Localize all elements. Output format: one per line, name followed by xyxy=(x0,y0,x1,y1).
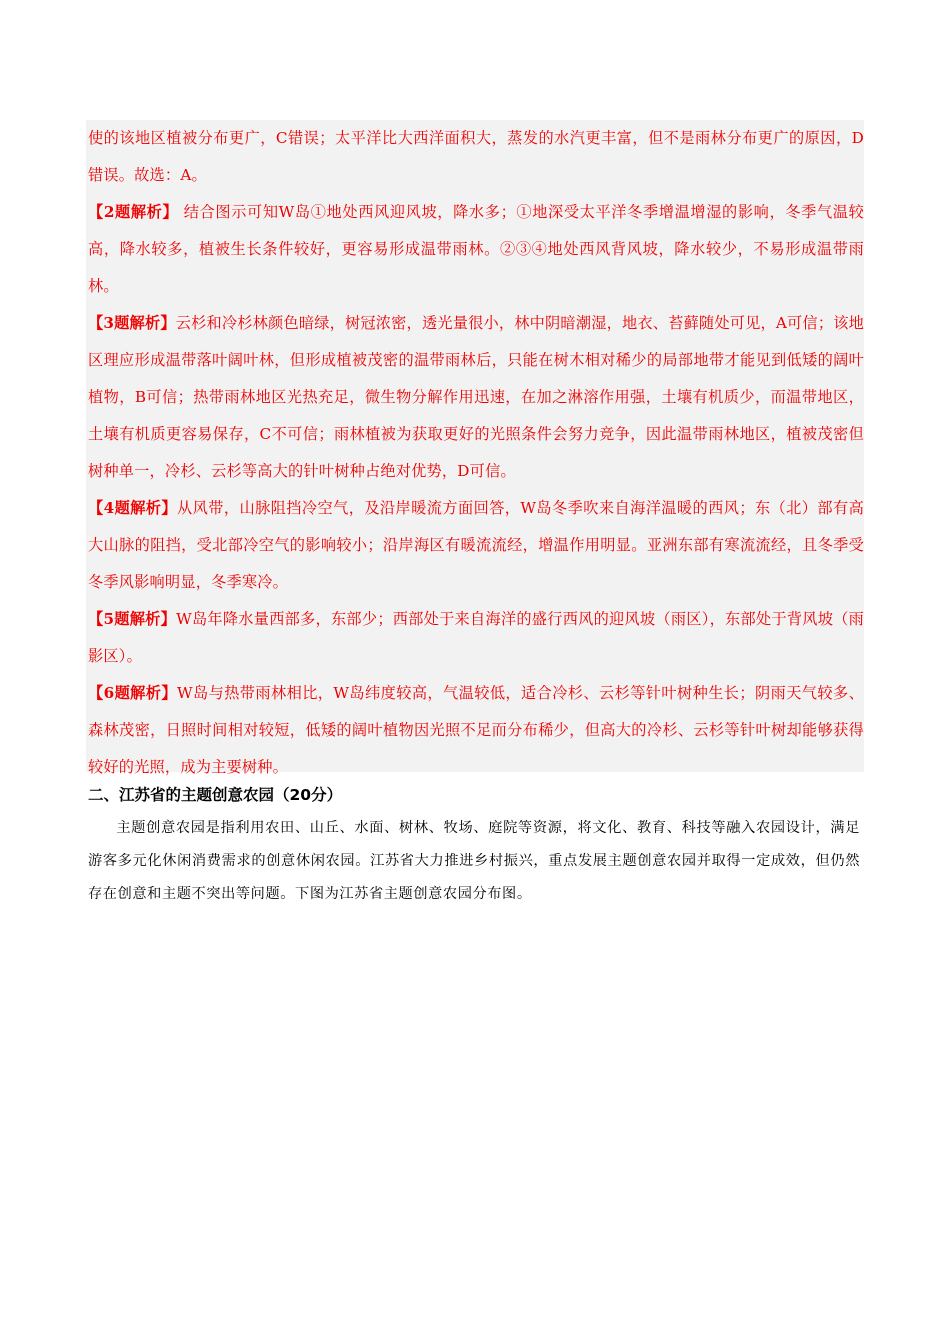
section-title: 二、江苏省的主题创意农园（20分） xyxy=(88,786,343,804)
analysis-q4-text: 从风带，山脉阻挡冷空气，及沿岸暖流方面回答，W岛冬季吹来自海洋温暖的西风；东（北）部有高大山脉的阻挡，受北部冷空气的影响较小；沿岸海区有暖流流经，增温作用明显。亚洲东部有寒流流经，且冬季受冬季风影响明显，冬季寒冷。 xyxy=(88,499,864,591)
analysis-q6-text: W岛与热带雨林相比，W岛纬度较高，气温较低，适合冷杉、云杉等针叶树种生长；阴雨天气较多、森林茂密，日照时间相对较短，低矮的阔叶植物因光照不足而分布稀少，但高大的冷杉、云杉等针叶树却能够获得较好的光照，成为主要树种。 xyxy=(88,684,864,776)
analysis-q3 xyxy=(88,305,864,490)
analysis-q5-label: 【5题解析】 xyxy=(88,610,177,628)
analysis-paragraph-1-end: 使的该地区植被分布更广，C错误；太平洋比大西洋面积大，蒸发的水汽更丰富，但不是雨林分布更广的原因，D错误。故选：A。 xyxy=(88,129,864,184)
analysis-q2 xyxy=(88,194,864,305)
analysis-q5-text: W岛年降水量西部多，东部少；西部处于来自海洋的盛行西风的迎风坡（雨区），东部处于背风坡（雨影区）。 xyxy=(88,610,864,665)
analysis-box xyxy=(86,120,864,776)
analysis-q6-label: 【6题解析】 xyxy=(88,684,177,702)
analysis-q4-label: 【4题解析】 xyxy=(88,499,178,517)
analysis-q3-text: 云杉和冷杉林颜色暗绿，树冠浓密，透光量很小，林中阴暗潮湿，地衣、苔藓随处可见，A可信；该地区理应形成温带落叶阔叶林，但形成植被茂密的温带雨林后，只能在树木相对稀少的局部地带才能见到低矮的阔叶植物，B可信；热带雨林地区光热充足，微生物分解作用迅速，在加之淋溶作用强，土壤有机质少，而温带地区，土壤有机质更容易保存，C不可信；雨林植被为获取更好的光照条件会努力竞争，因此温带雨林地区，植被茂密但树种单一，冷杉、云杉等高大的针叶树种占绝对优势，D可信。 xyxy=(88,314,864,480)
analysis-q3-label: 【3题解析】 xyxy=(88,314,176,332)
section-intro: 主题创意农园是指利用农田、山丘、水面、树林、牧场、庭院等资源，将文化、教育、科技等融入农园设计，满足游客多元化休闲消费需求的创意休闲农园。江苏省大力推进乡村振兴，重点发展主题创意农园并取得一定成效，但仍然存在创意和主题不突出等问题。下图为江苏省主题创意农园分布图。 xyxy=(88,820,860,902)
analysis-q2-label: 【2题解析】 xyxy=(88,203,179,221)
analysis-q5 xyxy=(88,601,864,675)
analysis-q2-text: 结合图示可知W岛①地处西风迎风坡，降水多；①地深受太平洋冬季增温增湿的影响，冬季气温较高，降水较多，植被生长条件较好，更容易形成温带雨林。②③④地处西风背风坡，降水较少，不易形成温带雨林。 xyxy=(88,203,864,295)
analysis-q6 xyxy=(88,675,864,786)
analysis-q4 xyxy=(88,490,864,601)
